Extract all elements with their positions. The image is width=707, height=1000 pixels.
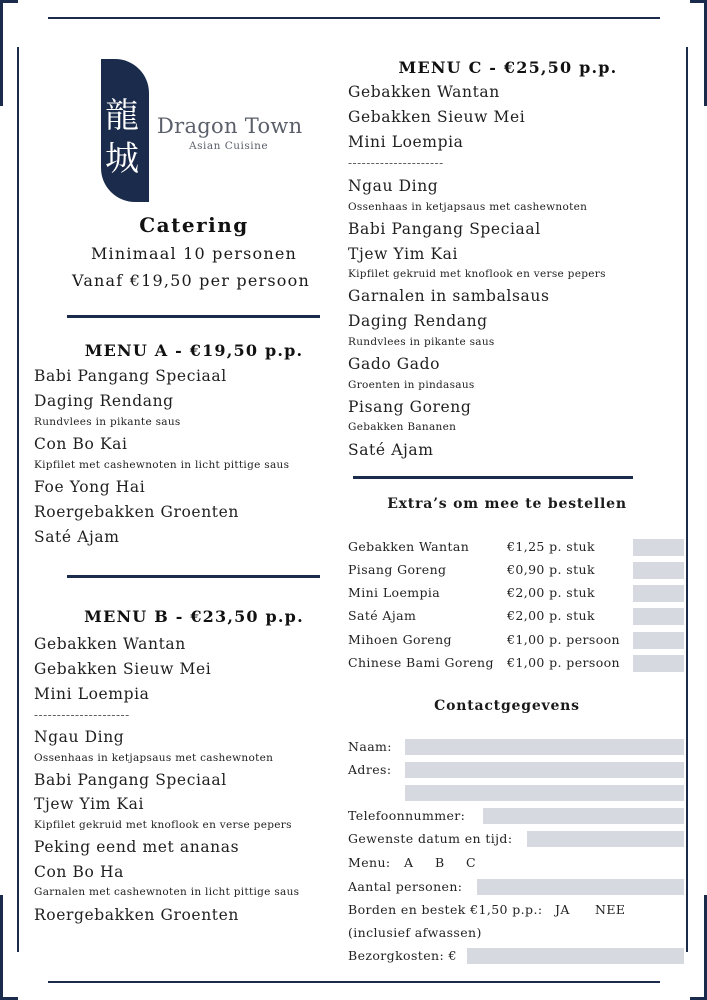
extras-item-name: Mihoen Goreng — [348, 632, 452, 647]
delivery-cost-label: Bezorgkosten: € — [348, 948, 457, 963]
divider-rule — [353, 476, 633, 479]
menu-c-item: Gebakken Wantan — [348, 83, 500, 101]
menu-c-item: Gebakken Sieuw Mei — [348, 108, 526, 126]
extras-item-name: Pisang Goreng — [348, 562, 447, 577]
menu-c-item-desc: Gebakken Bananen — [348, 421, 457, 433]
address-field-line2[interactable] — [405, 785, 684, 801]
catering-price-from: Vanaf €19,50 per persoon — [72, 271, 310, 290]
catering-min-persons: Minimaal 10 personen — [90, 244, 298, 263]
menu-b-item: Babi Pangang Speciaal — [34, 771, 227, 789]
menu-b-item: Tjew Yim Kai — [34, 795, 145, 813]
menu-b-item-desc: Ossenhaas in ketjapsaus met cashewnoten — [34, 752, 274, 764]
menu-a-item: Foe Yong Hai — [34, 478, 146, 496]
phone-field[interactable] — [483, 808, 684, 824]
menu-option-c[interactable]: C — [466, 855, 476, 870]
menu-b-item: Mini Loempia — [34, 685, 150, 703]
frame-bottom-left-vertical — [0, 895, 3, 1000]
menu-choice-label: Menu: — [348, 855, 391, 870]
logo-tagline: Asian Cuisine — [189, 140, 269, 152]
persons-count-label: Aantal personen: — [348, 879, 463, 894]
menu-a-item: Saté Ajam — [34, 528, 120, 546]
menu-a-item: Roergebakken Groenten — [34, 503, 239, 521]
cutlery-note: (inclusief afwassen) — [348, 925, 482, 940]
extras-quantity-field[interactable] — [633, 608, 684, 625]
extras-item-name: Saté Ajam — [348, 608, 417, 623]
menu-a-item: Daging Rendang — [34, 392, 174, 410]
menu-b-item-desc: Kipfilet gekruid met knoflook en verse pepers — [34, 819, 292, 831]
extras-quantity-field[interactable] — [633, 632, 684, 649]
catering-title: Catering — [139, 213, 249, 237]
menu-b-item: Roergebakken Groenten — [34, 906, 239, 924]
menu-b-item-desc: Garnalen met cashewnoten in licht pittige saus — [34, 886, 300, 898]
menu-c-divider: --------------------- — [348, 156, 444, 170]
menu-c-item: Gado Gado — [348, 355, 441, 373]
extras-item-name: Mini Loempia — [348, 585, 441, 600]
frame-right-inner — [686, 47, 688, 952]
menu-b-item: Gebakken Wantan — [34, 635, 186, 653]
menu-a-item-desc: Rundvlees in pikante saus — [34, 416, 181, 428]
menu-c-title: MENU C - €25,50 p.p. — [398, 58, 618, 77]
menu-b-divider: --------------------- — [34, 708, 130, 722]
menu-a-item: Con Bo Kai — [34, 435, 128, 453]
name-label: Naam: — [348, 739, 392, 754]
menu-b-item: Ngau Ding — [34, 728, 125, 746]
menu-b-title: MENU B - €23,50 p.p. — [84, 607, 304, 626]
menu-c-item: Pisang Goreng — [348, 398, 472, 416]
menu-c-item-desc: Rundvlees in pikante saus — [348, 336, 495, 348]
frame-bottom-line — [48, 981, 660, 983]
extras-quantity-field[interactable] — [633, 585, 684, 602]
logo-name: Dragon Town — [157, 114, 303, 138]
divider-rule — [67, 315, 320, 318]
cutlery-label: Borden en bestek €1,50 p.p.: — [348, 902, 543, 917]
menu-c-item: Ngau Ding — [348, 177, 439, 195]
menu-c-item: Daging Rendang — [348, 312, 488, 330]
divider-rule — [67, 575, 320, 578]
menu-c-item: Garnalen in sambalsaus — [348, 287, 550, 305]
extras-item-name: Chinese Bami Goreng — [348, 655, 494, 670]
logo-char-dragon: 龍 — [105, 96, 139, 136]
cutlery-option-no[interactable]: NEE — [595, 902, 626, 917]
cutlery-option-yes[interactable]: JA — [555, 902, 570, 917]
menu-b-item: Con Bo Ha — [34, 863, 124, 881]
extras-quantity-field[interactable] — [633, 655, 684, 672]
menu-option-a[interactable]: A — [404, 855, 414, 870]
menu-c-item: Tjew Yim Kai — [348, 245, 459, 263]
address-label: Adres: — [348, 762, 392, 777]
extras-item-price: €2,00 p. stuk — [507, 608, 595, 623]
frame-top-left-horizontal — [0, 0, 18, 3]
persons-count-field[interactable] — [477, 879, 684, 895]
menu-c-item: Babi Pangang Speciaal — [348, 220, 541, 238]
menu-option-b[interactable]: B — [435, 855, 445, 870]
extras-item-price: €1,25 p. stuk — [507, 539, 595, 554]
logo-char-city: 城 — [105, 139, 139, 179]
frame-top-left-vertical — [0, 0, 3, 106]
extras-quantity-field[interactable] — [633, 539, 684, 556]
date-time-field[interactable] — [527, 831, 684, 847]
delivery-cost-field[interactable] — [467, 948, 684, 964]
menu-c-item-desc: Ossenhaas in ketjapsaus met cashewnoten — [348, 201, 588, 213]
extras-item-price: €1,00 p. persoon — [507, 632, 620, 647]
menu-c-item-desc: Groenten in pindasaus — [348, 379, 475, 391]
menu-a-title: MENU A - €19,50 p.p. — [84, 341, 304, 360]
extras-title: Extra’s om mee te bestellen — [387, 496, 627, 512]
extras-item-price: €2,00 p. stuk — [507, 585, 595, 600]
phone-label: Telefoonnummer: — [348, 808, 466, 823]
menu-c-item-desc: Kipfilet gekruid met knoflook en verse pepers — [348, 268, 606, 280]
extras-item-price: €0,90 p. stuk — [507, 562, 595, 577]
date-time-label: Gewenste datum en tijd: — [348, 831, 513, 846]
menu-a-item-desc: Kipfilet met cashewnoten in licht pittige saus — [34, 459, 290, 471]
menu-c-item: Mini Loempia — [348, 133, 464, 151]
menu-b-item: Gebakken Sieuw Mei — [34, 660, 212, 678]
menu-c-item: Saté Ajam — [348, 441, 434, 459]
name-field[interactable] — [405, 739, 684, 755]
frame-left-inner — [17, 47, 19, 952]
menu-b-item: Peking eend met ananas — [34, 838, 240, 856]
extras-quantity-field[interactable] — [633, 562, 684, 579]
frame-top-right-horizontal — [690, 0, 707, 3]
extras-item-price: €1,00 p. persoon — [507, 655, 620, 670]
frame-top-line — [48, 17, 660, 19]
extras-item-name: Gebakken Wantan — [348, 539, 470, 554]
menu-a-item: Babi Pangang Speciaal — [34, 367, 227, 385]
contact-title: Contactgegevens — [434, 698, 580, 714]
address-field[interactable] — [405, 762, 684, 778]
